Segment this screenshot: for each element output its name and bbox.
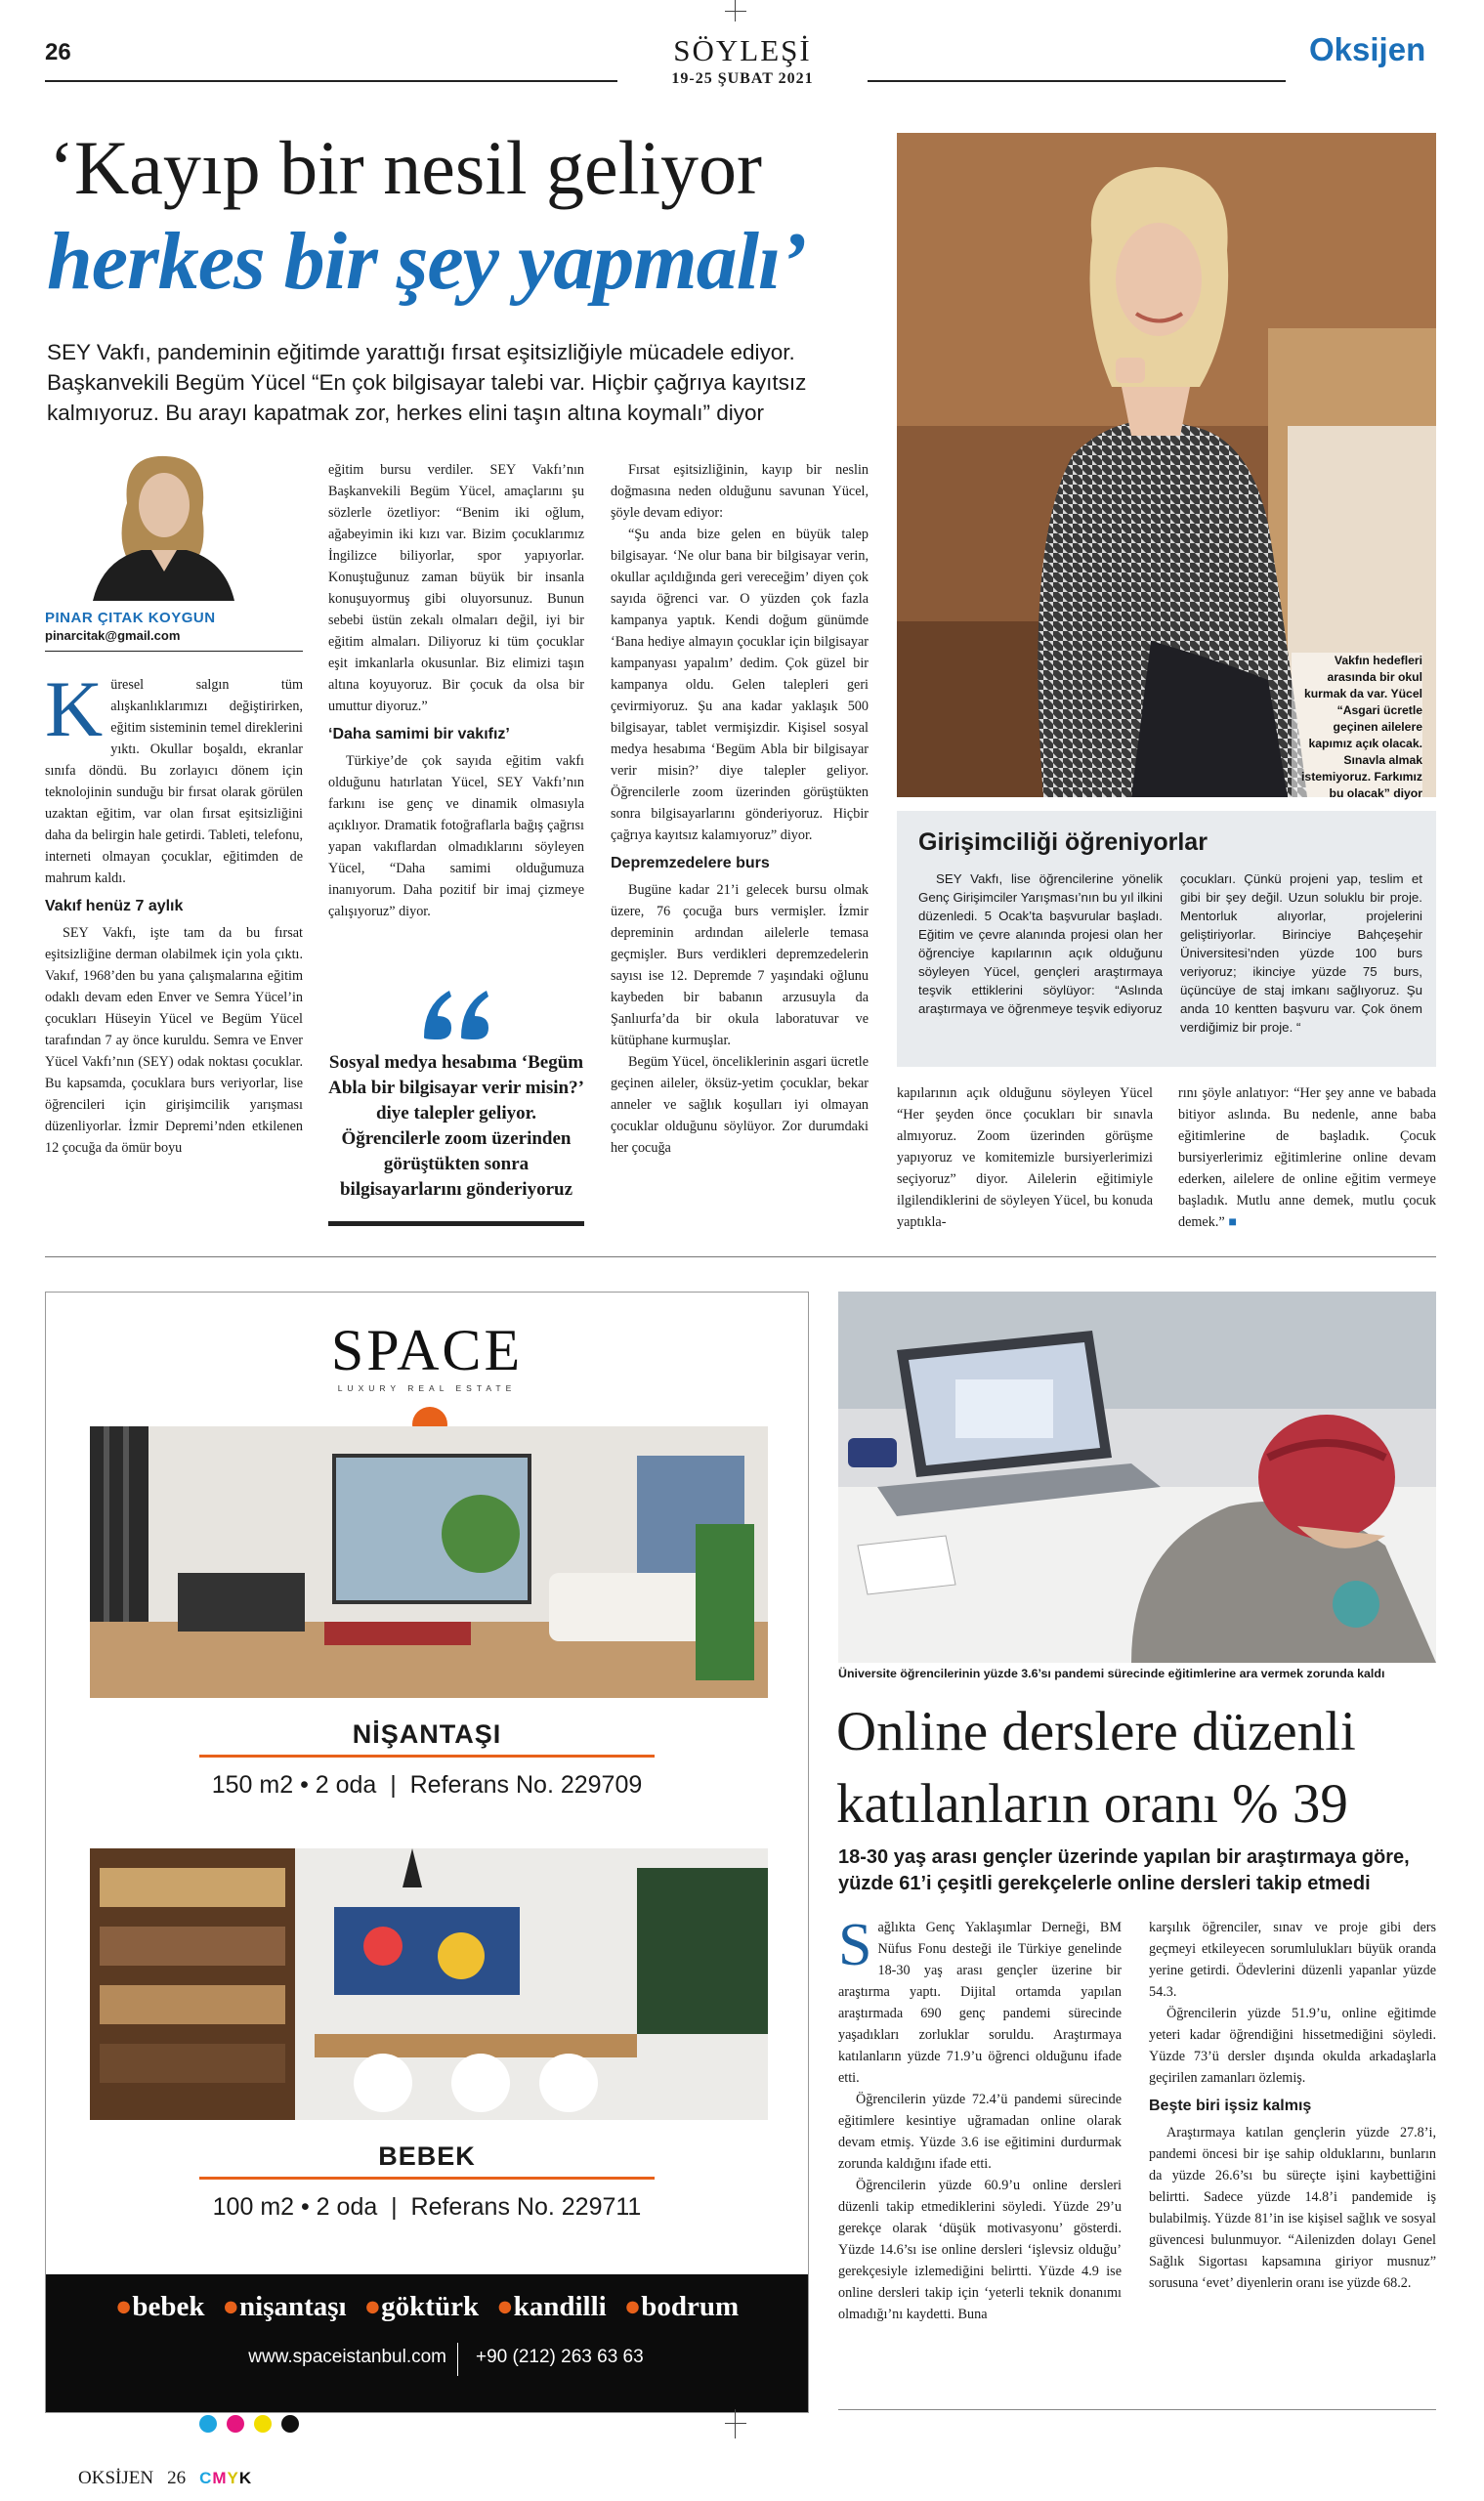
location-nisantasi: ●nişantaşı [222, 2291, 347, 2322]
ad-tagline: LUXURY REAL ESTATE [337, 1383, 517, 1393]
listing1-accent-line [199, 1755, 655, 1758]
listing2-details: 100 m2 • 2 oda | Referans No. 229711 [212, 2193, 642, 2221]
crop-mark-bottom-h [725, 2423, 746, 2424]
article-column-4 [897, 1082, 1153, 1233]
headline-line1: ‘Kayıp bir nesil geliyor [49, 125, 762, 210]
paragraph: Türkiye’de çok sayıda eğitim vakfı olduğunu hatırlatan Yücel, SEY Vakfı’nın farkını ise genç ve dinamik olmasıyla açıklıyor. Dramatik fotoğraflarla bağış çağrısı yapan vakıflardan olmadıklarını söyleyen Yücel, “Daha samimi olduğumuza inanıyorum. Daha pozitif bir imaj çizmeye çalışıyoruz” diyor. [328, 752, 584, 919]
paragraph: Öğrencilerin yüzde 60.9’u online dersleri düzenli takip etmediklerini söyledi. Yüzde 29’u gerekçe olarak ‘düşük motivasyonu’ gösterdi. Yüzde 14.6’sı ise online dersleri ‘işlevsiz olduğu’ gerekçesiyle izlemediğini belirtti. Yüzde 4.9 ise online dersleri takip için ‘yeterli teknik donanımı olmadığı’nı kaydetti. Buna [838, 2178, 1122, 2322]
location-markerlines-gokturk: ●göktürk [363, 2291, 480, 2322]
location-kandilli: ●kandilli [496, 2291, 607, 2322]
footer-cmyk: CMYK [199, 2469, 253, 2487]
header-rule-left [45, 80, 617, 82]
paragraph: SEY Vakfı, işte tam da bu fırsat eşitsizliğine derman olabilmek için yola çıktı. Vakıf, 1968’den bu yana çalışmalarına eğitim odaklı devam eden Enver ve Semra Yücel’in çocukları Hüseyin Yücel ve Begüm Yücel tarafından 7 ay önce kuruldu. Semra ve Enver Yücel Vakfı’nın (SEY) odak noktası çocuklar. Bu kapsamda, çocuklara burs veriyorlar, lise öğrencileri için girişimcilik yarışması düzenliyorlar. İzmir Depremi’nden etkilenen 12 çocuğa da ömür boyu [45, 924, 303, 1156]
paragraph: karşılık öğrenciler, sınav ve proje gibi ders geçmeyi etkileyecen sorumlulukları büyük oranda yerine getirdi. Ödevlerini düzenli yapanlar yüzde 54.3. [1149, 1920, 1436, 2000]
dot-black [281, 2415, 299, 2433]
author-name: PINAR ÇITAK KOYGUN [45, 610, 216, 626]
article2-bottom-rule [838, 2409, 1436, 2410]
article-column-2 [328, 459, 584, 922]
sidebar-title: Girişimciliği öğreniyorlar [918, 828, 1208, 856]
page-number: 26 [45, 39, 71, 65]
sidebar-column-1: SEY Vakfı, lise öğrencilerine yönelik Genç Girişimciler Yarışması’nın bu yıl ilkini düzenledi. 5 Ocak’ta başvurular başladı. Eğitim ve çevre alanında projesi olan her öğrenciye kapılarının açık olduğunu söyleyen Yücel, gençleri araştırmaya teşvik ettiklerini söylüyor: “Aslında araştırmaya ve öğrenmeye teşvik ediyoruz [918, 871, 1163, 1016]
footer-slug [78, 2468, 252, 2489]
paragraph: üresel salgın tüm alışkanlıklarımızı değiştirirken, eğitim sisteminin temel direklerini yıktı. Okullar boşaldı, ekranlar sınıfa döndü. Bu zorlayıcı dönem için teknolojinin sunduğu bir fırsat olarak görülen uzaktan eğitim, var olan fırsat eşitsizliğini daha da belirgin hale getirdi. Tableti, telefonu, interneti olmayan çocuklar, eğitimden de mahrum kaldı. [45, 677, 303, 886]
subheading: Beşte biri işsiz kalmış [1149, 2098, 1312, 2114]
headline-line2: herkes bir şey yapmalı’ [47, 216, 807, 307]
subheading: Vakıf henüz 7 aylık [45, 898, 184, 914]
header-rule-right [868, 80, 1286, 82]
author-email[interactable]: pinarcitak@gmail.com [45, 628, 181, 643]
dot-cyan [199, 2415, 217, 2433]
dropcap: S [838, 1912, 872, 1978]
article2-photo-caption: Üniversite öğrencilerinin yüzde 3.6’sı pandemi sürecinde eğitimlerine ara vermek zorunda kaldı [838, 1667, 1385, 1680]
section-title: SÖYLEŞİ [673, 33, 812, 67]
listing2-accent-line [199, 2177, 655, 2180]
subheading: Depremzedelere burs [611, 855, 770, 871]
location-bebek: ●bebek [114, 2291, 205, 2322]
paragraph: Fırsat eşitsizliğinin, kayıp bir neslin doğmasına neden olduğunu savunan Yücel, şöyle devam ediyor: [611, 462, 869, 521]
author-rule [45, 651, 303, 652]
listing1-title: NİŞANTAŞI [352, 1719, 502, 1749]
paragraph: Bugüne kadar 21’i gelecek bursu olmak üzere, 76 çocuğa burs vermişler. İzmir depreminin ardından ailelerle temasa geçmişler. Burs verdikleri depremzedelerin sayısı ise 12. Depremde 7 yaşındaki oğlunu kaybeden bir babanın arzusuyla da Şanlıurfa’da bir okula laboratuvar ve kütüphane kurmuşlar. [611, 881, 869, 1048]
article2-deck: 18-30 yaş arası gençler üzerinde yapılan bir araştırmaya göre, yüzde 61’i çeşitli gerekçelerle online dersleri takip etmedi [838, 1846, 1410, 1894]
article2-column-2 [1149, 1917, 1436, 2294]
paragraph: “Şu anda bize gelen en büyük talep bilgisayar. ‘Ne olur bana bir bilgisayar verin, okullar açıldığında geri vereceğim’ diyen çok sayıda öğrenci var. O yüzden çok fazla kampanya yaptık. Kendi doğum günümde ‘Bana hediye almayın çocuklar için bilgisayar kampanyası yapalım’ dedim. Çok güzel bir kampanya oldu. Gelen talepleri geri çevirmiyoruz. Şu ana kadar yaklaşık 500 bilgisayar, tablet vermişizdir. Kişisel sosyal medya hesabıma ‘Begüm Abla bir bilgisayar verir misin?’ diye talepler geliyor. Öğrencilerle zoom üzerinden görüştükten sonra bilgisayarlarını gönderiyoruz. Hiçbir çağrıya kayıtsız kalamıyoruz” diyor. [611, 527, 869, 843]
author-photo [73, 445, 244, 601]
ad-phone[interactable]: +90 (212) 263 63 63 [476, 2347, 644, 2367]
article-column-5 [1178, 1082, 1436, 1233]
registration-dots [199, 2415, 299, 2433]
article2-headline: Online derslere düzenli katılanların oranı % 39 [836, 1701, 1356, 1835]
ad-photo-nisantasi [90, 1426, 768, 1698]
crop-mark-bottom [735, 2409, 736, 2438]
footer-paper: OKSİJEN [78, 2468, 154, 2488]
crop-mark-top-h [725, 11, 746, 12]
ad-photo-bebek [90, 1848, 768, 2120]
sidebar-column-2: çocukları. Çünkü projeni yap, teslim et gibi bir şey değil. Uzun soluklu bir proje. Mentorluk alıyorlar, projelerini geliştiriyorlar. Birinciye Bahçeşehir Üniversitesi’nden yüzde 100 burs veriyoruz; ikinciye yüzde 75 burs, üçüncüye de staj imkanı sağlıyoruz. Şu anda 10 kentten başvuru var. Çok önem verdiğimiz bir proje. “ [1180, 871, 1422, 1035]
location-bodrum: ●bodrum [623, 2291, 740, 2322]
end-mark-icon: ■ [1224, 1214, 1237, 1230]
section-divider [45, 1256, 1436, 1257]
dot-magenta [227, 2415, 244, 2433]
closing-text: rını şöyle anlatıyor: “Her şey anne ve babada bitiyor aslında. Bu nedenle, anne baba eğitimlerine de başladık. Çocuk bursiyerlerimiz eğitimlerine online devam ederken, ailelere de online eğitim vermeye başladık. Mutlu anne demek, mutlu çocuk demek.” [1178, 1085, 1436, 1230]
photo-caption: Vakfın hedefleri arasında bir okul kurmak da var. Yücel “Asgari ücretle geçinen ailelere kapımız açık olacak. Sınavla almak istemiyoruz. Farkımız bu olacak” diyor [1292, 653, 1422, 802]
article-column-3 [611, 459, 869, 1159]
brand-logo: Oksijen [1309, 31, 1426, 67]
quote-mark-icon [418, 985, 496, 1043]
paragraph: kapılarının açık olduğunu söyleyen Yücel “Her şeyden önce çocukları bir sınavla almıyoruz. Zoom üzerinden görüşme yapıyoruz ve komitemizle bursiyerlerimizi seçiyoruz” diyor. Ailelerin eğitimiyle ilgilendiklerini de söyleyen Yücel, bu konuda yaptıkla- [897, 1085, 1153, 1230]
article2-photo-student [838, 1292, 1436, 1663]
pull-quote-rule [328, 1221, 584, 1226]
listing1-details: 150 m2 • 2 oda | Referans No. 229709 [211, 1771, 643, 1799]
issue-date: 19-25 ŞUBAT 2021 [671, 70, 814, 87]
dot-yellow [254, 2415, 272, 2433]
ad-contact-divider [457, 2343, 458, 2376]
article-deck: SEY Vakfı, pandeminin eğitimde yarattığı fırsat eşitsizliğiyle mücadele ediyor. Başkanvekili Begüm Yücel “En çok bilgisayar talebi var. Hiçbir çağrıya kayıtsız kalmıyoruz. Bu arayı kapatmak zor, herkes elini taşın altına koymalı” diyor [47, 340, 807, 425]
pull-quote: Sosyal medya hesabıma ‘Begüm Abla bir bilgisayar verir misin?’ diye talepler geliyor. Öğrencilerle zoom üzerinden görüştükten sonra bilgisayarlarını gönderiyoruz [328, 1052, 584, 1200]
article2-column-1 [838, 1912, 1122, 2325]
dropcap: K [45, 664, 104, 753]
paragraph: Araştırmaya katılan gençlerin yüzde 27.8’i, pandemi öncesi bir işe sahip olduklarını, bunların da yüzde 26.6’sı bu süreçte işini kaybettiğini belirtti. Sadece yüzde 14.8’i pandemide iş bulabilmiş. Yüzde 81’in ise kişisel sağlık ve sosyal güvencesi bulunmuyor. “Ailenizden dolayı Genel Sağlık Sigortası kapsamına giriyor musnuz” sorusuna ‘evet’ diyenlerin oranı ise yüzde 68.2. [1149, 2124, 1436, 2291]
paragraph: ağlıkta Genç Yaklaşımlar Derneği, BM Nüfus Fonu desteği ile Türkiye genelinde 18-30 yaş arası gençler üzerine bir araştırma yaptı. Dijital ortamda yapılan araştırmada 690 genç pandemi sürecinde yaşadıkları zorluklar soruldu. Araştırmaya katılanların yüzde 71.9’u öğrenci olduğunu ifade etti. [838, 1920, 1122, 2086]
paragraph: Öğrencilerin yüzde 72.4’ü pandemi sürecinde eğitimlere kesintiye uğramadan online olarak devam etmiş. Yüzde 3.6 ise eğitimini durdurmak zorunda kaldığını ifade etti. [838, 2092, 1122, 2172]
footer-page: 26 [167, 2468, 187, 2488]
ad-locations [46, 2291, 808, 2323]
paragraph [1178, 1082, 1436, 1233]
subheading: ‘Daha samimi bir vakıfız’ [328, 726, 510, 742]
ad-website[interactable]: www.spaceistanbul.com [248, 2347, 446, 2367]
paragraph: Öğrencilerin yüzde 51.9’u, online eğitimde yeteri kadar öğrendiğini hissetmediğini söyledi. Yüzde 73’ü dersler dışında okulda arkadaşlarla geçirilen zamanları özlemiş. [1149, 2006, 1436, 2086]
listing2-title: BEBEK [378, 2141, 476, 2171]
article-column-1 [45, 664, 303, 1159]
paragraph: eğitim bursu verdiler. SEY Vakfı’nın Başkanvekili Begüm Yücel, amaçlarını şu sözlerle özetliyor: “Benim iki oğlum, ağabeyimin iki kızı var. Bizim çocuklarımız İngilizce biliyorlar, spor yapıyorlar. Konuştuğunuz zaman büyük bir insanla konuşuyormuş gibi oluyorsunuz. Bunun sebebi üstün zekalı olmaları değil, iyi bir eğitim almaları. Diliyoruz ki tüm çocuklar eşit imkanlarla okusunlar. Biz elimizi taşın altına koyuyoruz. Bir çocuk da olsa bir umuttur diyoruz.” [328, 462, 584, 714]
paragraph: Begüm Yücel, önceliklerinin asgari ücretle geçinen aileler, öksüz-yetim çocuklar, bekar anneler ve sağlık koşulları iyi olmayan çocuklar olduğunu söylüyor. Zor durumdaki her çocuğa [611, 1053, 869, 1156]
ad-brand: SPACE [330, 1318, 524, 1382]
